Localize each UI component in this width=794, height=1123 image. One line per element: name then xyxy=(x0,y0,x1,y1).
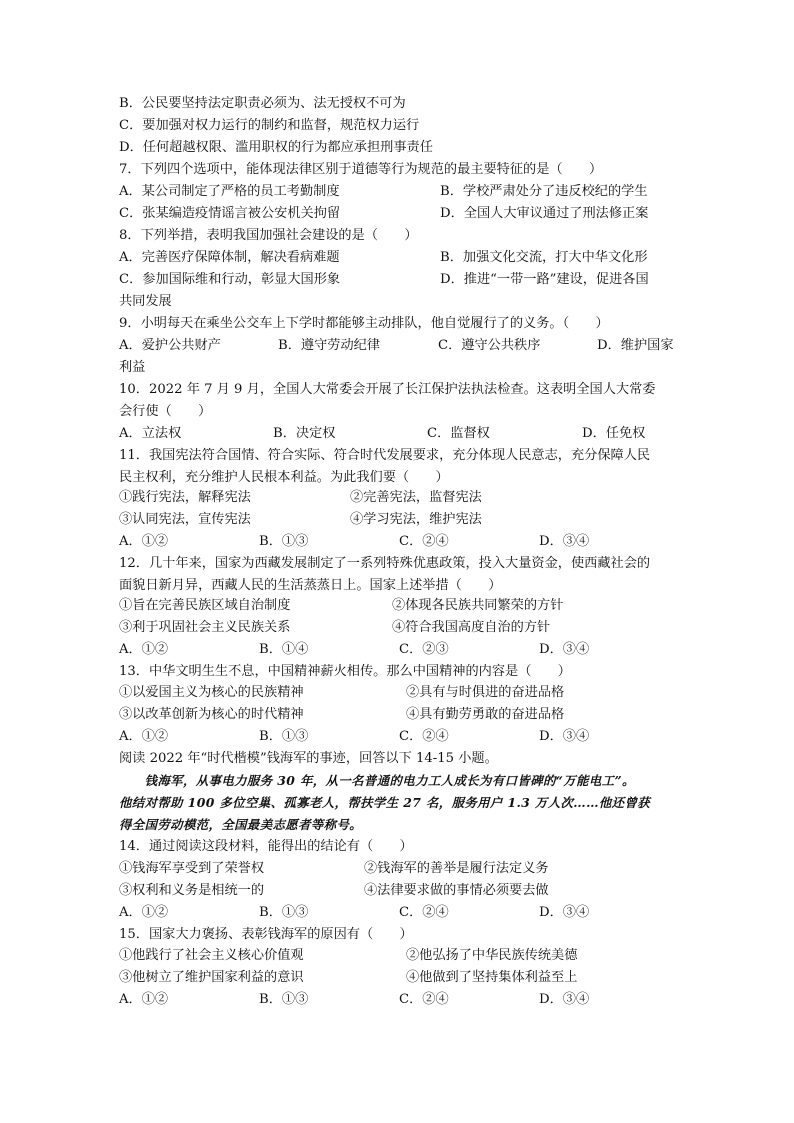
statement-2: ②体现各民族共同繁荣的方针 xyxy=(392,598,564,613)
statement-4: ④法律要求做的事情必须要去做 xyxy=(364,883,549,898)
question-14: 14．通过阅读这段材料，能得出的结论有（ ） xyxy=(119,839,413,854)
option-c: C．监督权 xyxy=(427,426,490,441)
option-a: A．爱护公共财产 xyxy=(119,338,221,353)
option-line: B．公民要坚持法定职责必须为、法无授权不可为 xyxy=(119,96,406,111)
statement-4: ④符合我国高度自治的方针 xyxy=(392,620,551,635)
option-d: D．③④ xyxy=(539,642,590,657)
statement-4: ④具有勤劳勇敢的奋进品格 xyxy=(406,707,565,722)
statement-1: ①他践行了社会主义核心价值观 xyxy=(119,948,304,963)
statement-2: ②完善宪法，监督宪法 xyxy=(350,490,482,505)
option-c: C．遵守公共秩序 xyxy=(438,338,541,353)
option-b: B．①③ xyxy=(259,992,309,1007)
option-d: D．③④ xyxy=(539,992,590,1007)
option-c: C．②④ xyxy=(399,992,449,1007)
option-a: A．①② xyxy=(119,642,169,657)
statement-1: ①旨在完善民族区域自治制度 xyxy=(119,598,291,613)
option-c: C．张某编造疫情谣言被公安机关拘留 xyxy=(119,206,341,221)
question-7: 7．下列四个选项中，能体现法律区别于道德等行为规范的最主要特征的是（ ） xyxy=(119,162,603,177)
option-d: D．全国人大审议通过了刑法修正案 xyxy=(440,206,649,221)
option-c: C．②④ xyxy=(399,905,449,920)
question-12-cont: 面貌日新月异，西藏人民的生活蒸蒸日上。国家上述举措（ ） xyxy=(119,578,502,593)
statement-3: ③认同宪法，宣传宪法 xyxy=(119,512,251,527)
option-b: B．①④ xyxy=(259,642,309,657)
option-a: A．①② xyxy=(119,534,169,549)
option-d: D．任免权 xyxy=(582,426,646,441)
option-c: C．②③ xyxy=(399,642,449,657)
option-a: A．①② xyxy=(119,905,169,920)
option-c: C．②④ xyxy=(399,729,449,744)
question-11: 11．我国宪法符合国情、符合实际、符合时代发展要求，充分体现人民意志，充分保障人民 xyxy=(119,448,651,463)
option-a: A．某公司制定了严格的员工考勤制度 xyxy=(119,184,340,199)
statement-1: ①钱海军享受到了荣誉权 xyxy=(119,861,265,876)
question-10-cont: 会行使（ ） xyxy=(119,404,212,419)
option-d: D．③④ xyxy=(539,729,590,744)
option-d: D．维护国家 xyxy=(597,338,674,353)
reading-material: 他结对帮助 100 多位空巢、孤寡老人，帮扶学生 27 名，服务用户 1.3 万人次……他还曾获 xyxy=(119,795,651,810)
option-a: A．①② xyxy=(119,992,169,1007)
statement-3: ③他树立了维护国家利益的意识 xyxy=(119,970,304,985)
option-continuation: 利益 xyxy=(119,360,146,375)
statement-1: ①践行宪法，解释宪法 xyxy=(119,490,251,505)
option-d: D．③④ xyxy=(539,534,590,549)
question-9: 9．小明每天在乘坐公交车上下学时都能够主动排队，他自觉履行了的义务。（ ） xyxy=(119,316,609,331)
reading-material: 钱海军，从事电力服务 30 年，从一名普通的电力工人成长为有口皆碑的“万能电工”。 xyxy=(119,773,635,788)
option-d: D．推进“一带一路”建设，促进各国 xyxy=(440,272,649,287)
option-b: B．①③ xyxy=(259,534,309,549)
reading-material: 得全国劳动模范，全国最美志愿者等称号。 xyxy=(119,817,363,832)
option-line: C．要加强对权力运行的制约和监督，规范权力运行 xyxy=(119,118,420,133)
question-8: 8．下列举措，表明我国加强社会建设的是（ ） xyxy=(119,228,418,243)
option-d: D．③④ xyxy=(539,905,590,920)
option-b: B．遵守劳动纪律 xyxy=(278,338,381,353)
question-10: 10．2022 年 7 月 9 月，全国人大常委会开展了长江保护法执法检查。这表明全国人大常委 xyxy=(119,382,656,397)
option-c: C．参加国际维和行动，彰显大国形象 xyxy=(119,272,341,287)
option-line: D．任何超越权限、滥用职权的行为都应承担刑事责任 xyxy=(119,140,433,155)
option-continuation: 共同发展 xyxy=(119,294,172,309)
option-a: A．立法权 xyxy=(119,426,182,441)
option-b: B．决定权 xyxy=(273,426,336,441)
option-b: B．加强文化交流，打大中华文化形 xyxy=(440,250,648,265)
question-15: 15．国家大力褒扬、表彰钱海军的原因有（ ） xyxy=(119,927,413,942)
question-12: 12．几十年来，国家为西藏发展制定了一系列特殊优惠政策，投入大量资金，使西藏社会的 xyxy=(119,556,651,571)
statement-1: ①以爱国主义为核心的民族精神 xyxy=(119,685,304,700)
option-b: B．①③ xyxy=(259,905,309,920)
statement-2: ②具有与时俱进的奋进品格 xyxy=(406,685,565,700)
statement-3: ③利于巩固社会主义民族关系 xyxy=(119,620,291,635)
statement-3: ③以改革创新为核心的时代精神 xyxy=(119,707,304,722)
option-a: A．完善医疗保障体制，解决看病难题 xyxy=(119,250,340,265)
statement-4: ④学习宪法，维护宪法 xyxy=(350,512,482,527)
option-b: B．学校严肃处分了违反校纪的学生 xyxy=(440,184,648,199)
option-a: A．①② xyxy=(119,729,169,744)
statement-4: ④他做到了坚持集体利益至上 xyxy=(406,970,578,985)
statement-3: ③权利和义务是相统一的 xyxy=(119,883,265,898)
option-c: C．②④ xyxy=(399,534,449,549)
question-11-cont: 民主权利，充分维护人民根本利益。为此我们要（ ） xyxy=(119,470,449,485)
question-13: 13．中华文明生生不息，中国精神薪火相传。那么中国精神的内容是（ ） xyxy=(119,664,571,679)
statement-2: ②钱海军的善举是履行法定义务 xyxy=(364,861,549,876)
statement-2: ②他弘扬了中华民族传统美德 xyxy=(406,948,578,963)
option-b: B．①③ xyxy=(259,729,309,744)
reading-instruction: 阅读 2022 年“时代楷模”钱海军的事迹，回答以下 14-15 小题。 xyxy=(119,751,498,766)
